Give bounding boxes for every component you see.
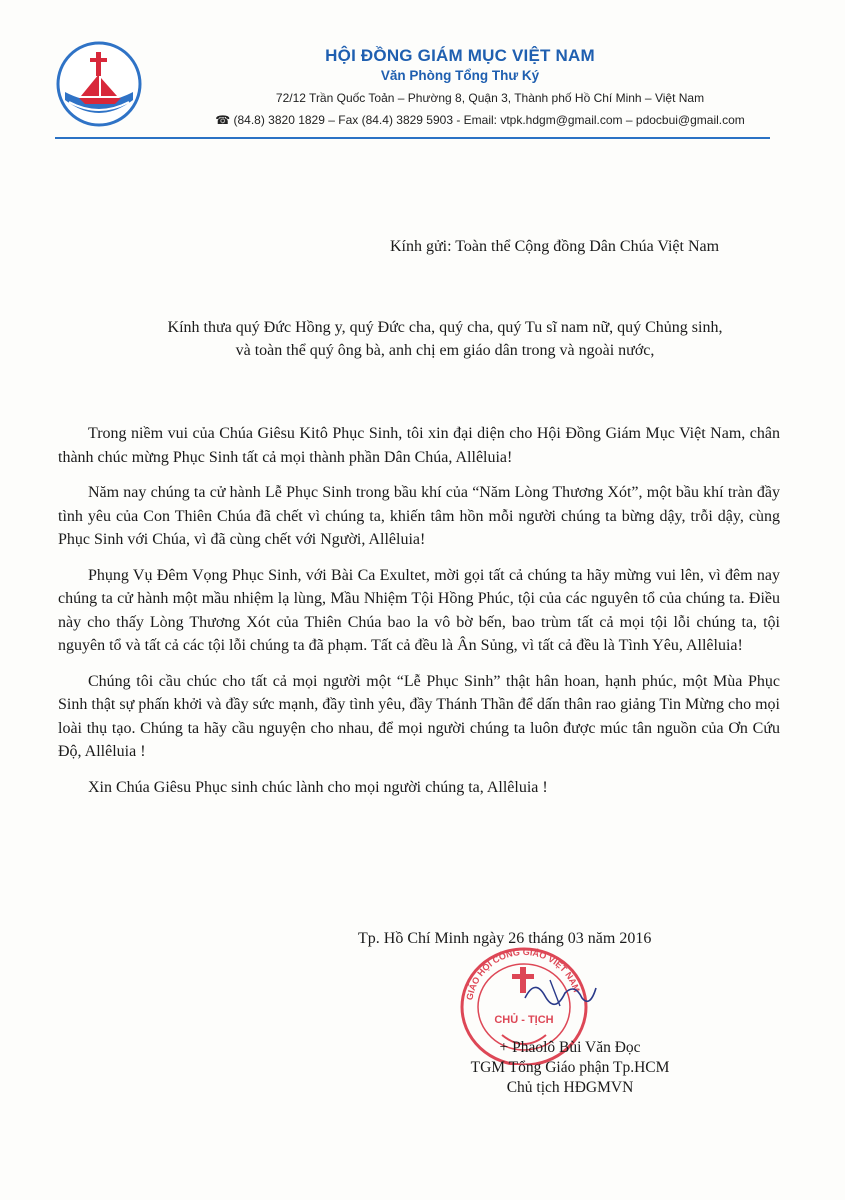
signatory-title-2: Chủ tịch HĐGMVN xyxy=(506,1079,634,1096)
handwritten-signature-icon xyxy=(520,968,600,1018)
bishops-conference-logo-icon xyxy=(55,40,143,128)
body-paragraph-4: Chúng tôi cầu chúc cho tất cả mọi người một “Lễ Phục Sinh” thật hân hoan, hạnh phúc, một Mùa Phục Sinh thật sự phấn khởi và đầy sức mạnh, đầy tình yêu, đầy Thánh Thần để dấn thân rao giảng Tin Mừng cho mọi loài thụ tạo. Chúng ta hãy cầu nguyện cho nhau, để mọi người chúng ta luôn được múc tân nguồn của Ơn Cứu Độ, Allêluia ! xyxy=(58,672,780,760)
signatory-name: + Phaolô Bùi Văn Đọc xyxy=(499,1039,641,1056)
body-paragraph-3: Phụng Vụ Đêm Vọng Phục Sinh, với Bài Ca Exultet, mời gọi tất cả chúng ta hãy mừng vui lên, vì đêm nay chúng ta cử hành một mầu nhiệm lạ lùng, Mầu Nhiệm Tội Hồng Phúc, tội của các nguyên tổ của chúng ta. Điều này cho thấy Lòng Thương Xót của Thiên Chúa bao la vô bờ bến, bao trùm tất cả mọi tội lỗi chúng ta, tội nguyên tổ và tất cả các tội lỗi chúng ta đã phạm. Tất cả đều là Ân Sủng, vì tất cả đều là Tình Yêu, Allêluia! xyxy=(58,566,780,654)
date-line: Tp. Hồ Chí Minh ngày 26 tháng 03 năm 2016 xyxy=(358,930,652,947)
office-address: 72/12 Trần Quốc Toản – Phường 8, Quận 3, Thành phố Hồ Chí Minh – Việt Nam xyxy=(275,91,705,105)
salutation-line-1: Kính thưa quý Đức Hồng y, quý Đức cha, quý cha, quý Tu sĩ nam nữ, quý Chủng sinh, xyxy=(167,319,723,336)
office-contact xyxy=(150,113,770,127)
seal-center-text: CHỦ - TỊCH xyxy=(494,1014,554,1026)
phone-icon: ☎ xyxy=(215,113,231,127)
organization-name: HỘI ĐỒNG GIÁM MỤC VIỆT NAM xyxy=(325,46,595,65)
body-paragraph-5: Xin Chúa Giêsu Phục sinh chúc lành cho mọi người chúng ta, Allêluia ! xyxy=(88,778,548,796)
body-paragraph-1: Trong niềm vui của Chúa Giêsu Kitô Phục Sinh, tôi xin đại diện cho Hội Đồng Giám Mục Việt Nam, chân thành chúc mừng Phục Sinh tất cả mọi thành phần Dân Chúa, Allêluia! xyxy=(58,425,780,466)
signature-block xyxy=(420,1038,720,1098)
salutation-line-2: và toàn thể quý ông bà, anh chị em giáo dân trong và ngoài nước, xyxy=(235,342,655,359)
signatory-title-1: TGM Tổng Giáo phận Tp.HCM xyxy=(470,1059,670,1076)
contact-details: (84.8) 3820 1829 – Fax (84.4) 3829 5903 - Email: vtpk.hdgm@gmail.com – pdocbui@gmail.com xyxy=(233,113,745,127)
office-name: Văn Phòng Tổng Thư Ký xyxy=(380,68,540,83)
recipient-line: Kính gửi: Toàn thể Cộng đồng Dân Chúa Việt Nam xyxy=(390,238,720,255)
header-divider xyxy=(55,137,770,139)
salutation xyxy=(95,316,795,362)
seal-ring-text: GIÁO HỘI CÔNG GIÁO VIỆT NAM xyxy=(464,946,582,1001)
body-paragraph-2: Năm nay chúng ta cử hành Lễ Phục Sinh trong bầu khí của “Năm Lòng Thương Xót”, một bầu khí tràn đầy tình yêu của Con Thiên Chúa đã chết vì chúng ta, khiến tâm hồn mỗi người chúng ta bừng dậy, trỗi dậy, cùng Phục Sinh với Chúa, vì đã cùng chết với Người, Allêluia! xyxy=(58,484,780,548)
letter-body xyxy=(58,422,780,811)
letterhead xyxy=(150,46,770,127)
